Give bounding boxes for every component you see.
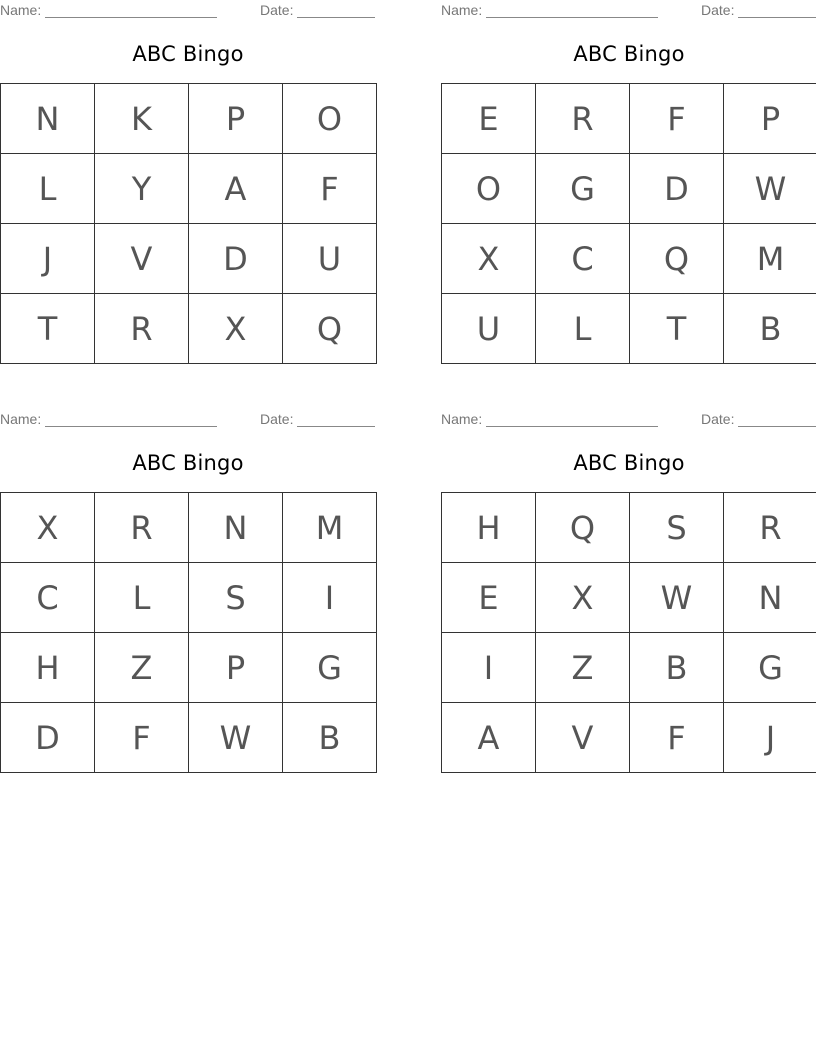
- name-date-line: [441, 411, 816, 427]
- date-label: Date:: [701, 2, 735, 18]
- grid-row: [1, 224, 377, 294]
- grid-cell: F: [630, 703, 724, 773]
- name-blank: [45, 411, 217, 427]
- grid-cell: A: [442, 703, 536, 773]
- grid-cell: I: [283, 563, 377, 633]
- grid-cell: B: [724, 294, 816, 364]
- grid-cell: N: [1, 84, 95, 154]
- grid-cell: A: [189, 154, 283, 224]
- grid-cell: Q: [283, 294, 377, 364]
- date-blank: [297, 411, 375, 427]
- grid-cell: Z: [95, 633, 189, 703]
- grid-row: [1, 563, 377, 633]
- grid-cell: L: [1, 154, 95, 224]
- name-label: Name:: [441, 411, 483, 427]
- grid-cell: J: [724, 703, 816, 773]
- grid-row: [1, 633, 377, 703]
- grid-cell: N: [189, 493, 283, 563]
- grid-row: [1, 154, 377, 224]
- grid-cell: S: [189, 563, 283, 633]
- grid-cell: W: [630, 563, 724, 633]
- grid-cell: K: [95, 84, 189, 154]
- grid-cell: R: [536, 84, 630, 154]
- grid-cell: R: [95, 294, 189, 364]
- grid-row: [442, 563, 816, 633]
- date-blank: [297, 2, 375, 18]
- grid-cell: E: [442, 84, 536, 154]
- grid-cell: R: [724, 493, 816, 563]
- grid-cell: F: [95, 703, 189, 773]
- grid-row: [442, 84, 816, 154]
- grid-cell: C: [536, 224, 630, 294]
- bingo-grid: [441, 492, 816, 773]
- grid-cell: C: [1, 563, 95, 633]
- grid-cell: Q: [630, 224, 724, 294]
- grid-cell: P: [189, 84, 283, 154]
- name-blank: [486, 411, 658, 427]
- grid-cell: E: [442, 563, 536, 633]
- bingo-card: [441, 0, 816, 375]
- bingo-grid: [0, 83, 377, 364]
- grid-cell: X: [189, 294, 283, 364]
- bingo-grid: [441, 83, 816, 364]
- grid-cell: L: [536, 294, 630, 364]
- grid-cell: R: [95, 493, 189, 563]
- name-blank: [486, 2, 658, 18]
- grid-cell: F: [630, 84, 724, 154]
- name-label: Name:: [0, 411, 42, 427]
- date-label: Date:: [260, 411, 294, 427]
- grid-row: [1, 493, 377, 563]
- grid-cell: O: [442, 154, 536, 224]
- bingo-card: [441, 409, 816, 784]
- bingo-grid: [0, 492, 377, 773]
- grid-cell: X: [536, 563, 630, 633]
- grid-cell: H: [1, 633, 95, 703]
- grid-row: [1, 84, 377, 154]
- date-blank: [738, 2, 816, 18]
- grid-cell: T: [1, 294, 95, 364]
- grid-cell: N: [724, 563, 816, 633]
- name-date-line: [0, 2, 376, 18]
- name-label: Name:: [0, 2, 42, 18]
- grid-cell: H: [442, 493, 536, 563]
- card-title: ABC Bingo: [132, 451, 244, 475]
- card-title: ABC Bingo: [573, 42, 685, 66]
- grid-row: [442, 224, 816, 294]
- grid-row: [442, 294, 816, 364]
- grid-cell: I: [442, 633, 536, 703]
- grid-row: [442, 633, 816, 703]
- grid-cell: X: [1, 493, 95, 563]
- grid-cell: G: [536, 154, 630, 224]
- bingo-card: [0, 0, 376, 375]
- grid-cell: G: [283, 633, 377, 703]
- grid-cell: M: [283, 493, 377, 563]
- date-label: Date:: [260, 2, 294, 18]
- grid-cell: O: [283, 84, 377, 154]
- date-blank: [738, 411, 816, 427]
- grid-cell: X: [442, 224, 536, 294]
- grid-cell: J: [1, 224, 95, 294]
- name-label: Name:: [441, 2, 483, 18]
- grid-cell: V: [536, 703, 630, 773]
- name-date-line: [441, 2, 816, 18]
- grid-cell: S: [630, 493, 724, 563]
- grid-cell: D: [630, 154, 724, 224]
- grid-cell: M: [724, 224, 816, 294]
- bingo-card: [0, 409, 376, 784]
- grid-cell: B: [630, 633, 724, 703]
- grid-cell: Z: [536, 633, 630, 703]
- grid-cell: L: [95, 563, 189, 633]
- grid-cell: U: [442, 294, 536, 364]
- grid-cell: P: [189, 633, 283, 703]
- grid-cell: T: [630, 294, 724, 364]
- grid-cell: B: [283, 703, 377, 773]
- name-date-line: [0, 411, 376, 427]
- grid-cell: Q: [536, 493, 630, 563]
- card-title: ABC Bingo: [573, 451, 685, 475]
- grid-row: [442, 703, 816, 773]
- grid-cell: W: [189, 703, 283, 773]
- grid-cell: D: [189, 224, 283, 294]
- date-label: Date:: [701, 411, 735, 427]
- grid-cell: U: [283, 224, 377, 294]
- grid-row: [1, 294, 377, 364]
- grid-cell: D: [1, 703, 95, 773]
- grid-cell: G: [724, 633, 816, 703]
- grid-cell: W: [724, 154, 816, 224]
- grid-cell: F: [283, 154, 377, 224]
- grid-cell: P: [724, 84, 816, 154]
- card-title: ABC Bingo: [132, 42, 244, 66]
- grid-cell: V: [95, 224, 189, 294]
- grid-cell: Y: [95, 154, 189, 224]
- grid-row: [442, 154, 816, 224]
- name-blank: [45, 2, 217, 18]
- grid-row: [442, 493, 816, 563]
- grid-row: [1, 703, 377, 773]
